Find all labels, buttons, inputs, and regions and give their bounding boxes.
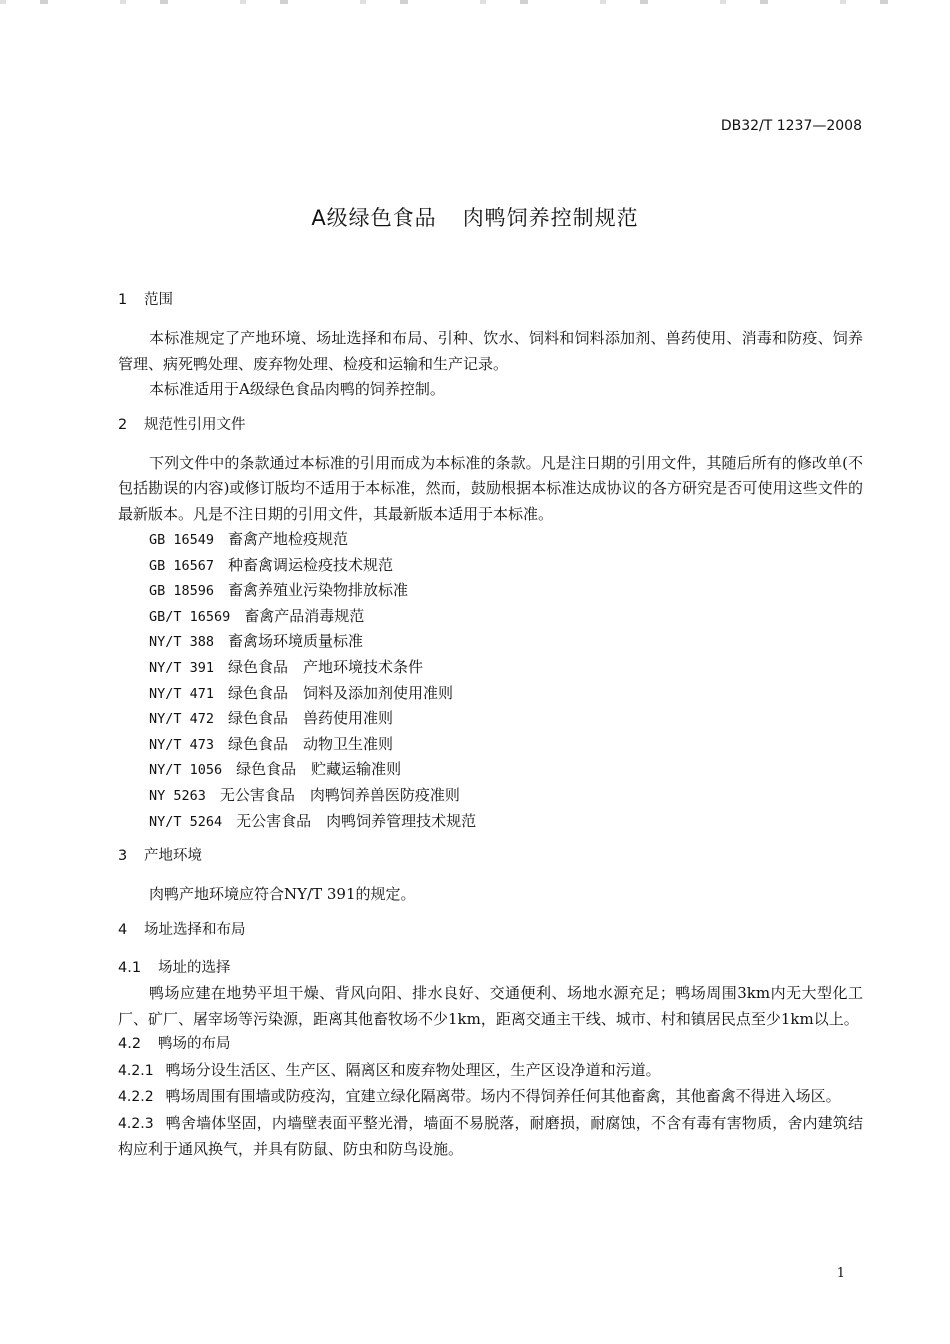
document-body (118, 288, 863, 1163)
page-number: 1 (836, 1266, 845, 1281)
document-number: DB32/T 1237—2008 (720, 118, 862, 134)
section-heading: 1 范围 (118, 292, 173, 308)
reference-item: NY/T 472 绿色食品 兽药使用准则 (149, 709, 394, 728)
reference-list (118, 527, 863, 834)
reference-item: NY/T 471 绿色食品 饲料及添加剂使用准则 (149, 683, 454, 702)
reference-item: GB 16567 种畜禽调运检疫技术规范 (149, 555, 394, 574)
reference-item: GB 16549 畜禽产地检疫规范 (149, 530, 349, 548)
subsection-heading: 4.2 鸭场的布局 (118, 1036, 231, 1053)
clause: 4.2.2 鸭场周围有围墙或防疫沟，宜建立绿化隔离带。场内不得饲养任何其他畜禽，其他畜禽不得进入场区。 (118, 1087, 841, 1106)
reference-item: NY/T 388 畜禽场环境质量标准 (149, 632, 364, 651)
clause: 4.2.1 鸭场分设生活区、生产区、隔离区和废弃物处理区，生产区设净道和污道。 (118, 1060, 661, 1079)
section-heading: 4 场址选择和布局 (118, 921, 246, 938)
reference-item: NY/T 473 绿色食品 动物卫生准则 (149, 734, 394, 753)
page-title (0, 202, 950, 232)
reference-item: GB/T 16569 畜禽产品消毒规范 (149, 606, 365, 625)
reference-item: GB 18596 畜禽养殖业污染物排放标准 (149, 581, 409, 600)
reference-item: NY 5263 无公害食品 肉鸭饲养兽医防疫准则 (149, 785, 460, 804)
subsection-heading: 4.1 场址的选择 (118, 959, 231, 976)
reference-item: NY/T 1056 绿色食品 贮藏运输准则 (149, 760, 402, 779)
paragraph: 鸭场应建在地势平坦干燥、背风向阳、排水良好、交通便利、场地水源充足；鸭场周围3km内无大型化工厂、矿厂、屠宰场等污染源，距离其他畜牧场不少1km，距离交通主干线、城市、村和镇居民点至少1km以上。 (118, 984, 863, 1028)
paragraph: 下列文件中的条款通过本标准的引用而成为本标准的条款。凡是注日期的引用文件，其随后所有的修改单(不包括勘误的内容)或修订版均不适用于本标准，然而，鼓励根据本标准达成协议的各方研究是否可使用这些文件的最新版本。凡是不注日期的引用文件，其最新版本适用于本标准。 (118, 453, 863, 523)
section-heading: 2 规范性引用文件 (118, 416, 246, 433)
scan-artifact (0, 0, 950, 4)
title-part-1: A级绿色食品 (311, 206, 437, 230)
clause: 4.2.3 鸭舍墙体坚固，内墙壁表面平整光滑，墙面不易脱落，耐磨损，耐腐蚀，不含有毒有害物质，舍内建筑结构应利于通风换气，并具有防鼠、防虫和防鸟设施。 (118, 1113, 863, 1159)
paragraph: 本标准适用于A级绿色食品肉鸭的饲养控制。 (149, 380, 445, 398)
title-part-2: 肉鸭饲养控制规范 (462, 206, 639, 230)
reference-item: NY/T 391 绿色食品 产地环境技术条件 (149, 657, 424, 676)
reference-item: NY/T 5264 无公害食品 肉鸭饲养管理技术规范 (149, 811, 477, 830)
section-heading: 3 产地环境 (118, 848, 202, 865)
paragraph: 肉鸭产地环境应符合NY/T 391的规定。 (149, 885, 416, 904)
paragraph: 本标准规定了产地环境、场址选择和布局、引种、饮水、饲料和饲料添加剂、兽药使用、消毒和防疫、饲养管理、病死鸭处理、废弃物处理、检疫和运输和生产记录。 (118, 329, 863, 373)
